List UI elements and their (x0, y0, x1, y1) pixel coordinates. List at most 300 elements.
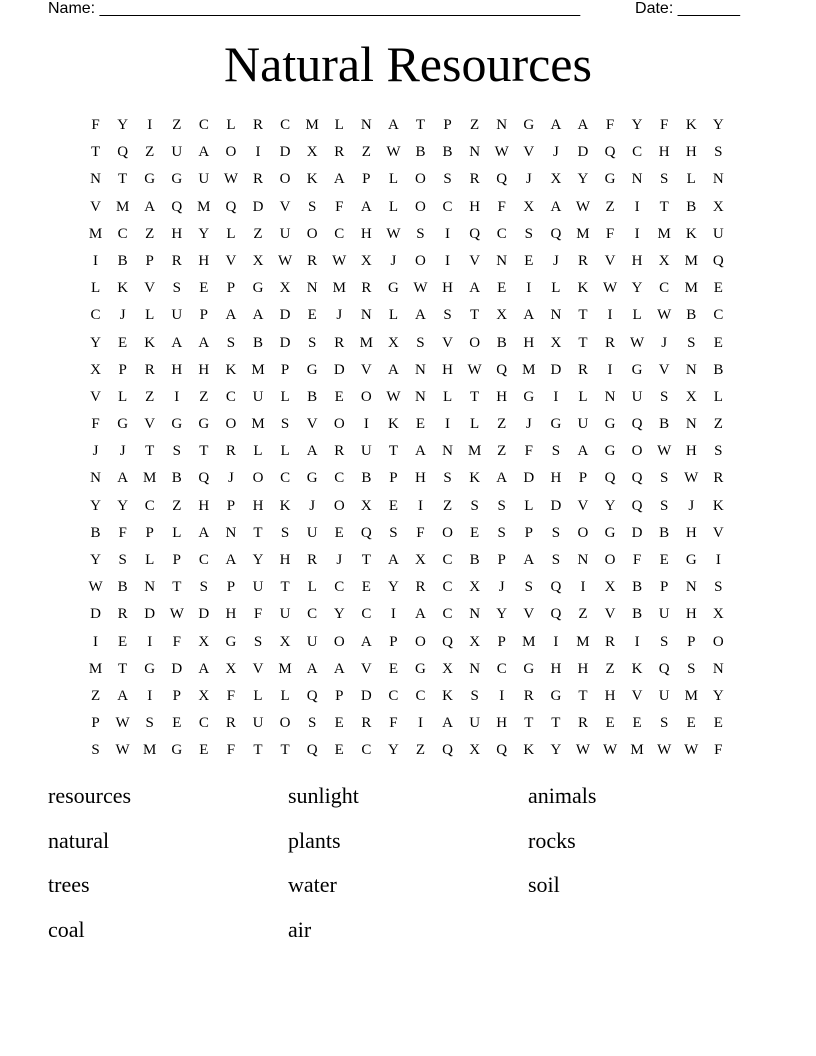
grid-letter[interactable]: P (497, 552, 506, 568)
grid-letter[interactable]: Q (604, 144, 616, 161)
grid-letter[interactable]: Y (117, 497, 129, 514)
grid-letter[interactable]: N (144, 579, 156, 596)
grid-letter[interactable]: P (687, 633, 696, 650)
grid-letter[interactable]: D (144, 606, 156, 623)
grid-letter[interactable]: Z (578, 606, 588, 623)
grid-letter[interactable]: C (713, 307, 724, 324)
grid-letter[interactable]: F (226, 742, 236, 759)
grid-letter[interactable]: S (524, 225, 533, 242)
grid-letter[interactable]: A (144, 198, 156, 215)
grid-letter[interactable]: Z (361, 144, 371, 161)
grid-letter[interactable]: G (144, 660, 156, 677)
grid-letter[interactable]: R (361, 280, 372, 297)
grid-letter[interactable]: M (197, 198, 211, 215)
grid-letter[interactable]: S (524, 579, 533, 596)
grid-letter[interactable]: O (360, 388, 372, 405)
grid-letter[interactable]: E (334, 388, 344, 405)
grid-letter[interactable]: W (278, 252, 293, 269)
grid-letter[interactable]: D (550, 497, 562, 514)
grid-letter[interactable]: D (360, 687, 372, 704)
grid-letter[interactable]: Q (631, 470, 643, 487)
grid-letter[interactable]: V (279, 198, 291, 215)
grid-letter[interactable]: C (198, 117, 209, 133)
grid-letter[interactable]: P (226, 280, 236, 297)
grid-letter[interactable]: H (442, 361, 453, 378)
grid-letter[interactable]: R (415, 579, 426, 596)
grid-letter[interactable]: F (632, 552, 642, 568)
grid-letter[interactable]: O (225, 144, 237, 161)
grid-letter[interactable]: S (443, 307, 452, 324)
grid-letter[interactable]: E (497, 280, 507, 297)
grid-letter[interactable]: L (686, 171, 696, 188)
grid-letter[interactable]: A (333, 171, 345, 188)
grid-letter[interactable]: I (445, 416, 451, 433)
grid-letter[interactable]: K (387, 416, 399, 433)
grid-letter[interactable]: A (333, 660, 345, 677)
grid-letter[interactable]: H (279, 552, 291, 568)
grid-letter[interactable]: P (497, 633, 506, 650)
grid-letter[interactable]: S (145, 715, 154, 732)
grid-letter[interactable]: V (712, 524, 724, 541)
grid-letter[interactable]: L (226, 225, 236, 242)
grid-letter[interactable]: E (361, 579, 371, 596)
grid-letter[interactable]: H (225, 606, 237, 623)
grid-letter[interactable]: C (280, 117, 291, 133)
grid-letter[interactable]: F (226, 687, 236, 704)
grid-letter[interactable]: W (413, 280, 428, 297)
grid-letter[interactable]: Y (252, 552, 264, 568)
grid-letter[interactable]: D (279, 334, 291, 351)
grid-letter[interactable]: C (334, 470, 345, 487)
grid-letter[interactable]: M (305, 117, 319, 133)
grid-letter[interactable]: I (634, 198, 640, 215)
grid-letter[interactable]: C (117, 225, 128, 242)
grid-letter[interactable]: A (577, 117, 589, 133)
grid-letter[interactable]: R (144, 361, 155, 378)
grid-letter[interactable]: C (496, 660, 507, 677)
grid-letter[interactable]: X (279, 633, 291, 650)
grid-letter[interactable]: J (525, 171, 532, 188)
grid-letter[interactable]: J (525, 416, 532, 433)
grid-letter[interactable]: G (387, 280, 399, 297)
grid-letter[interactable]: P (118, 361, 127, 378)
grid-letter[interactable]: Q (442, 742, 453, 759)
grid-letter[interactable]: E (686, 715, 696, 732)
grid-letter[interactable]: R (307, 252, 318, 269)
grid-letter[interactable]: F (605, 117, 615, 133)
grid-letter[interactable]: I (93, 252, 99, 269)
grid-letter[interactable]: P (145, 524, 154, 541)
grid-letter[interactable]: T (361, 552, 371, 568)
grid-letter[interactable]: E (118, 633, 128, 650)
grid-letter[interactable]: R (577, 361, 588, 378)
grid-letter[interactable]: K (469, 470, 481, 487)
grid-letter[interactable]: J (688, 497, 695, 514)
grid-letter[interactable]: I (499, 687, 505, 704)
grid-letter[interactable]: V (90, 198, 101, 215)
grid-letter[interactable]: K (712, 497, 724, 514)
grid-letter[interactable]: S (118, 552, 127, 568)
grid-letter[interactable]: Q (712, 252, 724, 269)
grid-letter[interactable]: I (553, 388, 559, 405)
grid-letter[interactable]: R (253, 117, 264, 133)
grid-letter[interactable]: T (388, 443, 398, 460)
grid-letter[interactable]: H (685, 144, 697, 161)
grid-letter[interactable]: C (90, 307, 101, 324)
grid-letter[interactable]: V (144, 280, 156, 297)
grid-letter[interactable]: H (252, 497, 264, 514)
grid-letter[interactable]: G (604, 171, 616, 188)
grid-letter[interactable]: I (634, 225, 640, 242)
grid-letter[interactable]: U (712, 225, 724, 242)
grid-letter[interactable]: S (660, 715, 669, 732)
grid-letter[interactable]: K (306, 171, 318, 188)
grid-letter[interactable]: T (253, 742, 263, 759)
grid-letter[interactable]: D (198, 606, 210, 623)
grid-letter[interactable]: T (578, 334, 588, 351)
grid-letter[interactable]: U (171, 307, 183, 324)
grid-letter[interactable]: P (172, 687, 181, 704)
grid-letter[interactable]: A (442, 715, 453, 732)
grid-letter[interactable]: P (226, 579, 236, 596)
grid-letter[interactable]: J (119, 307, 126, 324)
grid-letter[interactable]: H (442, 280, 453, 297)
grid-letter[interactable]: Y (333, 606, 345, 623)
grid-letter[interactable]: S (687, 334, 696, 351)
grid-letter[interactable]: R (605, 334, 616, 351)
grid-letter[interactable]: E (118, 334, 128, 351)
grid-letter[interactable]: S (416, 225, 425, 242)
grid-letter[interactable]: S (687, 660, 696, 677)
grid-letter[interactable]: T (172, 579, 182, 596)
grid-letter[interactable]: N (225, 524, 237, 541)
grid-letter[interactable]: P (226, 497, 236, 514)
grid-letter[interactable]: A (387, 117, 399, 133)
grid-letter[interactable]: N (712, 171, 724, 188)
grid-letter[interactable]: F (497, 198, 506, 215)
grid-letter[interactable]: M (359, 334, 373, 351)
grid-letter[interactable]: S (443, 171, 452, 188)
grid-letter[interactable]: T (253, 524, 263, 541)
grid-letter[interactable]: I (363, 416, 369, 433)
grid-letter[interactable]: A (306, 660, 318, 677)
grid-letter[interactable]: O (577, 524, 589, 541)
grid-letter[interactable]: H (685, 524, 697, 541)
grid-letter[interactable]: A (387, 361, 399, 378)
grid-letter[interactable]: X (360, 252, 372, 269)
grid-letter[interactable]: P (199, 307, 209, 324)
grid-letter[interactable]: V (631, 687, 643, 704)
grid-letter[interactable]: O (279, 715, 291, 732)
grid-letter[interactable]: C (307, 606, 318, 623)
grid-letter[interactable]: P (660, 579, 669, 596)
grid-letter[interactable]: S (280, 416, 290, 433)
grid-letter[interactable]: S (714, 144, 723, 161)
grid-letter[interactable]: K (523, 742, 535, 759)
grid-letter[interactable]: Y (387, 579, 399, 596)
grid-letter[interactable]: Y (90, 552, 101, 568)
grid-letter[interactable]: H (550, 470, 562, 487)
grid-letter[interactable]: V (604, 606, 616, 623)
grid-letter[interactable]: Z (199, 388, 209, 405)
grid-letter[interactable]: E (199, 280, 209, 297)
grid-letter[interactable]: L (280, 388, 290, 405)
grid-letter[interactable]: G (523, 388, 535, 405)
grid-letter[interactable]: A (117, 470, 129, 487)
grid-letter[interactable]: X (550, 334, 562, 351)
grid-letter[interactable]: G (415, 660, 426, 677)
grid-letter[interactable]: L (713, 388, 723, 405)
grid-letter[interactable]: Y (631, 280, 643, 297)
grid-letter[interactable]: J (336, 307, 343, 324)
grid-letter[interactable]: B (686, 198, 697, 215)
grid-letter[interactable]: G (171, 416, 183, 433)
grid-letter[interactable]: X (90, 361, 101, 378)
grid-letter[interactable]: D (333, 361, 345, 378)
grid-letter[interactable]: W (386, 225, 401, 242)
grid-letter[interactable]: X (712, 606, 724, 623)
grid-letter[interactable]: M (88, 660, 103, 677)
grid-letter[interactable]: B (117, 579, 128, 596)
grid-letter[interactable]: L (524, 497, 534, 514)
grid-letter[interactable]: U (469, 715, 481, 732)
grid-letter[interactable]: P (91, 715, 100, 732)
grid-letter[interactable]: B (713, 361, 724, 378)
grid-letter[interactable]: S (172, 443, 181, 460)
grid-letter[interactable]: S (660, 388, 669, 405)
grid-letter[interactable]: R (523, 687, 534, 704)
name-field[interactable]: Name: ______________________________________________________ (48, 0, 581, 17)
grid-letter[interactable]: W (657, 443, 672, 460)
grid-letter[interactable]: U (631, 388, 643, 405)
grid-letter[interactable]: G (171, 171, 183, 188)
grid-letter[interactable]: U (360, 443, 372, 460)
grid-letter[interactable]: S (714, 443, 723, 460)
grid-letter[interactable]: V (577, 497, 589, 514)
grid-letter[interactable]: M (522, 633, 536, 650)
grid-letter[interactable]: G (171, 742, 183, 759)
grid-letter[interactable]: T (524, 715, 534, 732)
grid-letter[interactable]: M (684, 252, 698, 269)
grid-letter[interactable]: W (575, 198, 591, 215)
grid-letter[interactable]: G (604, 524, 616, 541)
grid-letter[interactable]: Q (631, 497, 643, 514)
grid-letter[interactable]: X (469, 579, 481, 596)
grid-letter[interactable]: Y (604, 497, 616, 514)
grid-letter[interactable]: H (171, 361, 183, 378)
grid-letter[interactable]: I (93, 633, 99, 650)
grid-letter[interactable]: P (443, 117, 452, 133)
grid-letter[interactable]: N (604, 388, 616, 405)
grid-letter[interactable]: Y (90, 497, 101, 514)
grid-letter[interactable]: N (90, 470, 101, 487)
grid-letter[interactable]: U (252, 579, 264, 596)
grid-letter[interactable]: R (361, 715, 372, 732)
grid-letter[interactable]: W (332, 252, 347, 269)
grid-letter[interactable]: C (361, 606, 372, 623)
grid-letter[interactable]: S (199, 579, 209, 596)
grid-letter[interactable]: T (578, 307, 588, 324)
grid-letter[interactable]: O (469, 334, 481, 351)
grid-letter[interactable]: W (467, 361, 482, 378)
grid-letter[interactable]: T (470, 307, 480, 324)
grid-letter[interactable]: U (658, 606, 670, 623)
grid-letter[interactable]: A (523, 552, 535, 568)
grid-letter[interactable]: V (469, 252, 481, 269)
grid-letter[interactable]: A (523, 307, 535, 324)
grid-letter[interactable]: R (253, 171, 264, 188)
grid-letter[interactable]: A (387, 552, 399, 568)
grid-letter[interactable]: Z (145, 388, 155, 405)
grid-letter[interactable]: N (631, 171, 643, 188)
grid-letter[interactable]: X (252, 252, 264, 269)
grid-letter[interactable]: V (360, 361, 372, 378)
grid-letter[interactable]: R (577, 252, 588, 269)
grid-letter[interactable]: M (251, 361, 265, 378)
grid-letter[interactable]: Z (145, 225, 155, 242)
grid-letter[interactable]: Q (550, 225, 562, 242)
grid-letter[interactable]: M (467, 443, 482, 460)
grid-letter[interactable]: H (631, 252, 643, 269)
grid-letter[interactable]: M (576, 225, 590, 242)
grid-letter[interactable]: H (496, 388, 508, 405)
grid-letter[interactable]: M (332, 280, 346, 297)
grid-letter[interactable]: O (333, 497, 345, 514)
grid-letter[interactable]: Y (117, 117, 129, 133)
grid-letter[interactable]: S (497, 497, 506, 514)
grid-letter[interactable]: W (494, 144, 509, 161)
grid-letter[interactable]: N (90, 171, 101, 188)
grid-letter[interactable]: U (306, 524, 318, 541)
grid-letter[interactable]: K (685, 225, 697, 242)
grid-letter[interactable]: A (360, 198, 372, 215)
grid-letter[interactable]: K (279, 497, 291, 514)
grid-letter[interactable]: D (279, 144, 291, 161)
grid-letter[interactable]: J (119, 443, 126, 460)
grid-letter[interactable]: G (225, 633, 237, 650)
grid-letter[interactable]: G (685, 552, 697, 568)
grid-letter[interactable]: E (524, 252, 534, 269)
grid-letter[interactable]: L (226, 117, 236, 133)
grid-letter[interactable]: W (169, 606, 184, 623)
grid-letter[interactable]: B (361, 470, 372, 487)
grid-letter[interactable]: Q (469, 225, 481, 242)
grid-letter[interactable]: R (225, 443, 236, 460)
grid-letter[interactable]: X (198, 687, 210, 704)
grid-letter[interactable]: Q (496, 171, 508, 188)
grid-letter[interactable]: A (415, 307, 426, 324)
grid-letter[interactable]: Q (306, 687, 318, 704)
grid-letter[interactable]: A (225, 307, 237, 324)
grid-letter[interactable]: Q (117, 144, 129, 161)
grid-letter[interactable]: S (660, 633, 669, 650)
grid-letter[interactable]: X (469, 633, 481, 650)
grid-letter[interactable]: C (442, 606, 453, 623)
grid-letter[interactable]: H (685, 606, 697, 623)
grid-letter[interactable]: O (415, 252, 426, 269)
grid-letter[interactable]: V (604, 252, 616, 269)
grid-letter[interactable]: A (198, 144, 210, 161)
grid-letter[interactable]: B (90, 524, 101, 541)
grid-letter[interactable]: M (522, 361, 536, 378)
grid-letter[interactable]: S (497, 524, 506, 541)
grid-letter[interactable]: E (632, 715, 642, 732)
grid-letter[interactable]: F (335, 198, 344, 215)
grid-letter[interactable]: S (470, 687, 479, 704)
grid-letter[interactable]: Z (90, 687, 101, 704)
grid-letter[interactable]: B (117, 252, 128, 269)
grid-letter[interactable]: A (306, 443, 318, 460)
grid-letter[interactable]: S (416, 334, 425, 351)
grid-letter[interactable]: S (307, 334, 317, 351)
grid-letter[interactable]: P (524, 524, 533, 541)
grid-letter[interactable]: L (280, 687, 290, 704)
grid-letter[interactable]: B (171, 470, 182, 487)
grid-letter[interactable]: Z (497, 416, 507, 433)
grid-letter[interactable]: T (470, 388, 480, 405)
grid-letter[interactable]: A (198, 660, 210, 677)
grid-letter[interactable]: L (253, 443, 263, 460)
grid-letter[interactable]: M (88, 225, 103, 242)
grid-letter[interactable]: R (713, 470, 724, 487)
grid-letter[interactable]: D (577, 144, 589, 161)
grid-letter[interactable]: W (115, 715, 130, 732)
grid-letter[interactable]: P (280, 361, 290, 378)
grid-letter[interactable]: X (604, 579, 616, 596)
grid-letter[interactable]: E (388, 497, 398, 514)
grid-letter[interactable]: I (147, 687, 153, 704)
grid-letter[interactable]: C (225, 388, 236, 405)
grid-letter[interactable]: N (496, 252, 508, 269)
grid-letter[interactable]: X (658, 252, 670, 269)
grid-letter[interactable]: P (145, 252, 154, 269)
grid-letter[interactable]: N (550, 307, 562, 324)
grid-letter[interactable]: F (524, 443, 533, 460)
grid-letter[interactable]: N (360, 307, 372, 324)
grid-letter[interactable]: Q (225, 198, 237, 215)
grid-letter[interactable]: S (470, 497, 479, 514)
grid-letter[interactable]: Z (442, 497, 453, 514)
grid-letter[interactable]: N (685, 361, 697, 378)
grid-letter[interactable]: G (604, 416, 616, 433)
grid-letter[interactable]: R (225, 715, 236, 732)
grid-letter[interactable]: E (713, 280, 723, 297)
grid-letter[interactable]: W (657, 742, 672, 759)
grid-letter[interactable]: A (360, 633, 372, 650)
grid-letter[interactable]: R (307, 552, 318, 568)
grid-letter[interactable]: B (253, 334, 264, 351)
grid-letter[interactable]: X (685, 388, 697, 405)
grid-letter[interactable]: B (659, 524, 670, 541)
grid-letter[interactable]: J (309, 497, 316, 514)
grid-letter[interactable]: N (685, 579, 697, 596)
grid-letter[interactable]: O (279, 171, 291, 188)
grid-letter[interactable]: V (658, 361, 670, 378)
grid-letter[interactable]: L (90, 280, 101, 297)
grid-letter[interactable]: O (225, 416, 237, 433)
grid-letter[interactable]: W (223, 171, 239, 188)
grid-letter[interactable]: S (660, 171, 669, 188)
grid-letter[interactable]: X (415, 552, 426, 568)
grid-letter[interactable]: M (576, 633, 590, 650)
grid-letter[interactable]: J (228, 470, 234, 487)
grid-letter[interactable]: D (252, 198, 264, 215)
grid-letter[interactable]: U (252, 388, 264, 405)
grid-letter[interactable]: N (496, 117, 508, 133)
grid-letter[interactable]: P (172, 552, 181, 568)
grid-letter[interactable]: Z (497, 443, 507, 460)
grid-letter[interactable]: U (252, 715, 264, 732)
